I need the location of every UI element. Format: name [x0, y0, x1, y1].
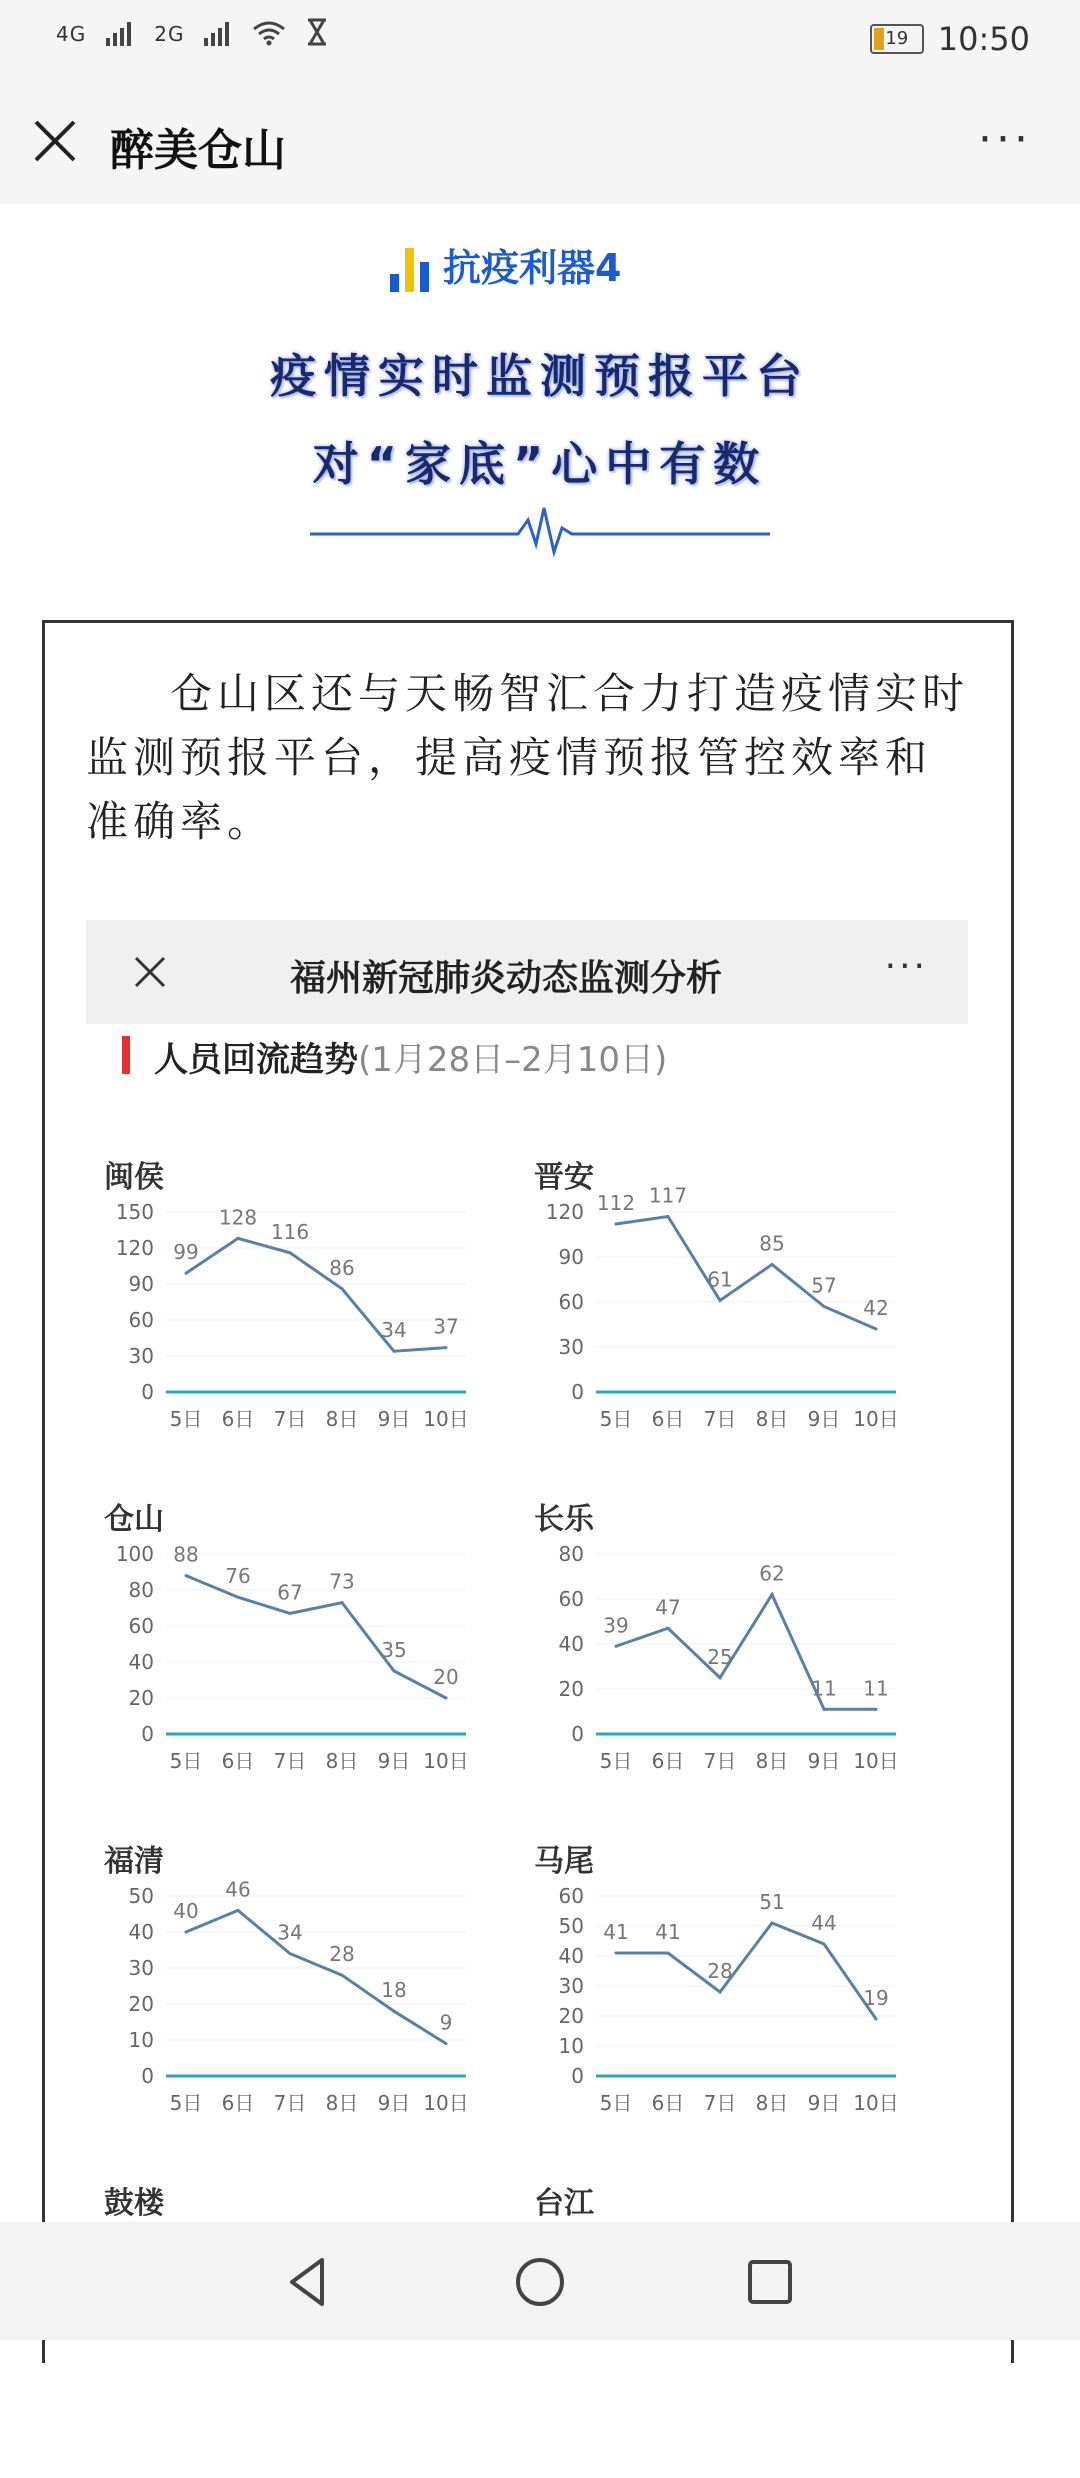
y-tick-label: 60 [558, 1587, 584, 1611]
data-label: 37 [433, 1314, 459, 1339]
x-tick-label: 7日 [273, 2091, 307, 2115]
data-point [875, 1708, 878, 1711]
x-tick-label: 9日 [377, 1407, 411, 1431]
status-bar [0, 0, 1080, 80]
x-tick-label: 10日 [853, 1749, 899, 1773]
data-label: 67 [277, 1580, 303, 1605]
y-tick-label: 60 [128, 1308, 154, 1332]
series-line [186, 1910, 446, 2043]
x-tick-label: 6日 [651, 1749, 685, 1773]
y-tick-label: 20 [128, 1992, 154, 2016]
series-line [186, 1576, 446, 1698]
data-label: 86 [329, 1255, 355, 1280]
data-point [341, 1601, 344, 1604]
data-label: 34 [381, 1318, 407, 1343]
y-tick-label: 40 [128, 1650, 154, 1674]
x-tick-label: 10日 [853, 2091, 899, 2115]
line-chart [516, 1534, 916, 1794]
x-tick-label: 9日 [377, 1749, 411, 1773]
bar-chart-icon [390, 236, 429, 292]
y-tick-label: 0 [141, 1722, 154, 1746]
signal-4g: 4G [56, 22, 87, 46]
data-label: 44 [811, 1911, 837, 1935]
y-tick-label: 30 [558, 1974, 584, 1998]
series-line [616, 1217, 876, 1330]
page-title: 醉美仓山 [110, 125, 286, 176]
tag-label: 抗疫利器4 [443, 246, 622, 290]
y-tick-label: 30 [128, 1956, 154, 1980]
data-label: 73 [329, 1569, 355, 1594]
x-tick-label: 6日 [651, 2091, 685, 2115]
y-tick-label: 150 [115, 1200, 154, 1224]
data-label: 85 [759, 1231, 785, 1256]
x-tick-label: 5日 [169, 2091, 203, 2115]
headline-line-2: 对“家底”心中有数 [312, 437, 768, 491]
district-chart [516, 1836, 916, 2136]
y-tick-label: 90 [558, 1245, 584, 1269]
x-tick-label: 7日 [703, 2091, 737, 2115]
y-tick-label: 60 [558, 1290, 584, 1314]
district-chart [86, 1836, 486, 2136]
x-tick-label: 8日 [755, 2091, 789, 2115]
heartbeat-divider [310, 500, 770, 560]
y-tick-label: 10 [128, 2028, 154, 2052]
status-right [870, 20, 1030, 58]
section-title-text: 人员回流趋势 [154, 1040, 358, 1080]
data-label: 20 [433, 1665, 459, 1689]
data-point [615, 1645, 618, 1648]
x-tick-label: 10日 [853, 1407, 899, 1431]
y-tick-label: 60 [558, 1884, 584, 1908]
y-tick-label: 120 [545, 1200, 584, 1224]
x-tick-label: 7日 [273, 1407, 307, 1431]
data-point [667, 1627, 670, 1630]
data-label: 28 [707, 1959, 733, 1983]
y-tick-label: 80 [558, 1542, 584, 1566]
x-tick-label: 5日 [169, 1749, 203, 1773]
x-tick-label: 6日 [651, 1407, 685, 1431]
y-tick-label: 0 [141, 2064, 154, 2088]
y-tick-label: 20 [558, 2004, 584, 2028]
data-label: 57 [811, 1273, 837, 1298]
y-tick-label: 20 [128, 1686, 154, 1710]
signal-indicators [56, 18, 328, 46]
signal-2g: 2G [154, 22, 185, 46]
data-label: 61 [707, 1267, 733, 1292]
x-tick-label: 7日 [703, 1749, 737, 1773]
data-label: 11 [811, 1676, 837, 1701]
data-label: 117 [648, 1183, 688, 1208]
y-tick-label: 0 [571, 2064, 584, 2088]
data-label: 19 [863, 1986, 889, 2010]
x-tick-label: 9日 [807, 1407, 841, 1431]
data-point [667, 1952, 670, 1955]
data-point [615, 1952, 618, 1955]
data-label: 11 [863, 1676, 889, 1701]
data-point [823, 1708, 826, 1711]
data-point [875, 1328, 878, 1331]
district-chart [86, 1494, 486, 1794]
district-name: 仓山 [104, 1502, 164, 1537]
data-label: 76 [225, 1564, 251, 1589]
data-label: 34 [277, 1920, 303, 1945]
data-point [289, 1952, 292, 1955]
series-line [186, 1238, 446, 1351]
embedded-app-bar [86, 920, 968, 1024]
data-point [185, 1272, 188, 1275]
data-point [823, 1305, 826, 1308]
x-tick-label: 6日 [221, 1407, 255, 1431]
data-point [393, 1670, 396, 1673]
data-point [445, 1346, 448, 1349]
district-chart [86, 1152, 486, 1452]
data-label: 41 [655, 1920, 681, 1944]
x-tick-label: 5日 [599, 1407, 633, 1431]
district-chart [516, 1152, 916, 1452]
data-label: 51 [759, 1890, 785, 1914]
clock: 10:50 [937, 20, 1030, 58]
y-tick-label: 60 [128, 1614, 154, 1638]
data-point [445, 2042, 448, 2045]
battery-level: 19 [885, 28, 909, 49]
data-point [237, 1596, 240, 1599]
x-tick-label: 8日 [755, 1749, 789, 1773]
data-label: 28 [329, 1942, 355, 1967]
hourglass-icon [306, 18, 328, 46]
line-chart [516, 1183, 916, 1452]
y-tick-label: 30 [128, 1344, 154, 1368]
close-icon[interactable] [30, 116, 80, 166]
section-date-range: (1月28日–2月10日) [358, 1040, 668, 1080]
y-tick-label: 30 [558, 1335, 584, 1359]
data-point [823, 1943, 826, 1946]
data-point [719, 1299, 722, 1302]
data-point [771, 1593, 774, 1596]
home-icon[interactable] [512, 2254, 568, 2310]
x-tick-label: 8日 [325, 1407, 359, 1431]
data-label: 41 [603, 1920, 629, 1944]
district-chart [516, 1494, 916, 1794]
data-point [393, 1350, 396, 1353]
data-point [289, 1612, 292, 1615]
data-label: 35 [381, 1638, 407, 1662]
district-name: 晋安 [534, 1160, 594, 1195]
line-chart [86, 1534, 486, 1794]
y-tick-label: 0 [571, 1380, 584, 1404]
data-label: 112 [596, 1191, 636, 1215]
article-paragraph: 仓山区还与天畅智汇合力打造疫情实时监测预报平台，提高疫情预报管控效率和准确率。 [86, 669, 970, 846]
data-label: 42 [863, 1296, 889, 1320]
data-label: 46 [225, 1877, 251, 1902]
article-tag [390, 236, 621, 292]
x-tick-label: 10日 [423, 2091, 469, 2115]
data-point [771, 1922, 774, 1925]
data-point [875, 2018, 878, 2021]
data-label: 40 [173, 1899, 199, 1923]
y-tick-label: 120 [115, 1236, 154, 1260]
line-chart [516, 1876, 916, 2136]
app-bar [0, 80, 1080, 204]
x-tick-label: 7日 [703, 1407, 737, 1431]
more-options-button[interactable]: ··· [978, 114, 1032, 165]
recents-icon[interactable] [742, 2254, 798, 2310]
data-point [237, 1237, 240, 1240]
district-name: 鼓楼 [104, 2186, 164, 2221]
y-tick-label: 40 [128, 1920, 154, 1944]
data-point [341, 1287, 344, 1290]
signal-bars-icon [106, 22, 134, 46]
district-name: 福清 [104, 1844, 164, 1879]
back-icon[interactable] [282, 2254, 338, 2310]
data-point [719, 1676, 722, 1679]
y-tick-label: 20 [558, 1677, 584, 1701]
x-tick-label: 7日 [273, 1749, 307, 1773]
y-tick-label: 80 [128, 1578, 154, 1602]
x-tick-label: 10日 [423, 1749, 469, 1773]
signal-bars-icon [204, 22, 232, 46]
x-tick-label: 5日 [599, 1749, 633, 1773]
close-icon [132, 954, 168, 990]
y-tick-label: 50 [558, 1914, 584, 1938]
embedded-more-icon: ··· [884, 946, 928, 987]
x-tick-label: 9日 [377, 2091, 411, 2115]
y-tick-label: 0 [141, 1380, 154, 1404]
y-tick-label: 40 [558, 1632, 584, 1656]
data-point [445, 1697, 448, 1700]
district-name: 台江 [534, 2186, 594, 2221]
data-point [719, 1991, 722, 1994]
y-tick-label: 50 [128, 1884, 154, 1908]
battery-icon [870, 24, 924, 54]
embedded-title: 福州新冠肺炎动态监测分析 [290, 958, 723, 999]
system-nav-bar [0, 2222, 1080, 2340]
data-point [341, 1974, 344, 1977]
data-label: 88 [173, 1542, 199, 1567]
section-title [154, 1032, 667, 1081]
line-chart [86, 1876, 486, 2136]
data-point [771, 1263, 774, 1266]
section-marker [122, 1036, 130, 1074]
data-label: 18 [381, 1978, 407, 2003]
y-tick-label: 100 [115, 1542, 154, 1566]
data-label: 25 [707, 1644, 733, 1669]
data-point [185, 1931, 188, 1934]
x-tick-label: 9日 [807, 1749, 841, 1773]
y-tick-label: 90 [128, 1272, 154, 1296]
x-tick-label: 5日 [599, 2091, 633, 2115]
data-label: 47 [655, 1595, 681, 1620]
x-tick-label: 6日 [221, 2091, 255, 2115]
line-chart [86, 1192, 486, 1452]
x-tick-label: 9日 [807, 2091, 841, 2115]
x-tick-label: 6日 [221, 1749, 255, 1773]
y-tick-label: 10 [558, 2034, 584, 2058]
district-name: 闽侯 [104, 1160, 164, 1195]
y-tick-label: 0 [571, 1722, 584, 1746]
y-tick-label: 40 [558, 1944, 584, 1968]
x-tick-label: 8日 [755, 1407, 789, 1431]
embedded-screenshot [86, 920, 968, 2330]
data-point [667, 1215, 670, 1218]
data-label: 128 [218, 1205, 258, 1230]
data-point [289, 1251, 292, 1254]
x-tick-label: 5日 [169, 1407, 203, 1431]
data-label: 39 [603, 1613, 629, 1638]
data-point [615, 1223, 618, 1226]
district-name: 马尾 [534, 1844, 594, 1879]
wifi-icon [252, 20, 286, 46]
headline-line-1: 疫情实时监测预报平台 [270, 349, 810, 403]
data-point [185, 1574, 188, 1577]
data-point [237, 1909, 240, 1912]
data-label: 62 [759, 1561, 785, 1586]
data-point [393, 2010, 396, 2013]
x-tick-label: 10日 [423, 1407, 469, 1431]
data-label: 9 [439, 2010, 453, 2035]
data-label: 99 [173, 1240, 199, 1265]
data-label: 116 [270, 1219, 310, 1244]
x-tick-label: 8日 [325, 2091, 359, 2115]
district-name: 长乐 [534, 1502, 594, 1537]
x-tick-label: 8日 [325, 1749, 359, 1773]
